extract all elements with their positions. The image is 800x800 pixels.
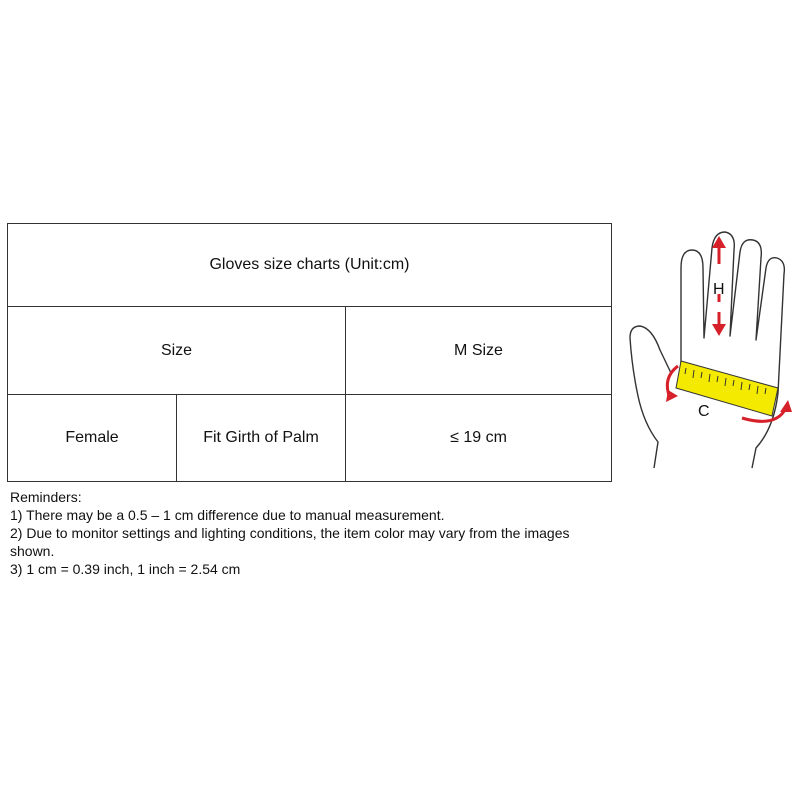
size-label-cell: Size (8, 307, 346, 395)
measure-value-cell: ≤ 19 cm (346, 395, 612, 482)
reminder-item-3: 3) 1 cm = 0.39 inch, 1 inch = 2.54 cm (10, 561, 241, 577)
table-title: Gloves size charts (Unit:cm) (8, 224, 612, 307)
height-label: H (713, 281, 725, 298)
reminder-item-1: 1) There may be a 0.5 – 1 cm difference due to manual measurement. (10, 507, 445, 523)
reminders-heading: Reminders: (10, 489, 82, 505)
size-value-cell: M Size (346, 307, 612, 395)
size-chart-table (7, 223, 612, 482)
reminder-item-2: 2) Due to monitor settings and lighting conditions, the item color may vary from the images shown. (10, 525, 570, 559)
gender-cell: Female (8, 395, 177, 482)
hand-measurement-diagram (626, 228, 796, 478)
reminders-block (10, 488, 600, 578)
circumference-label: C (698, 403, 710, 420)
measuring-tape-icon (676, 361, 778, 416)
measure-cell: Fit Girth of Palm (177, 395, 346, 482)
hand-outline-icon (630, 232, 784, 468)
